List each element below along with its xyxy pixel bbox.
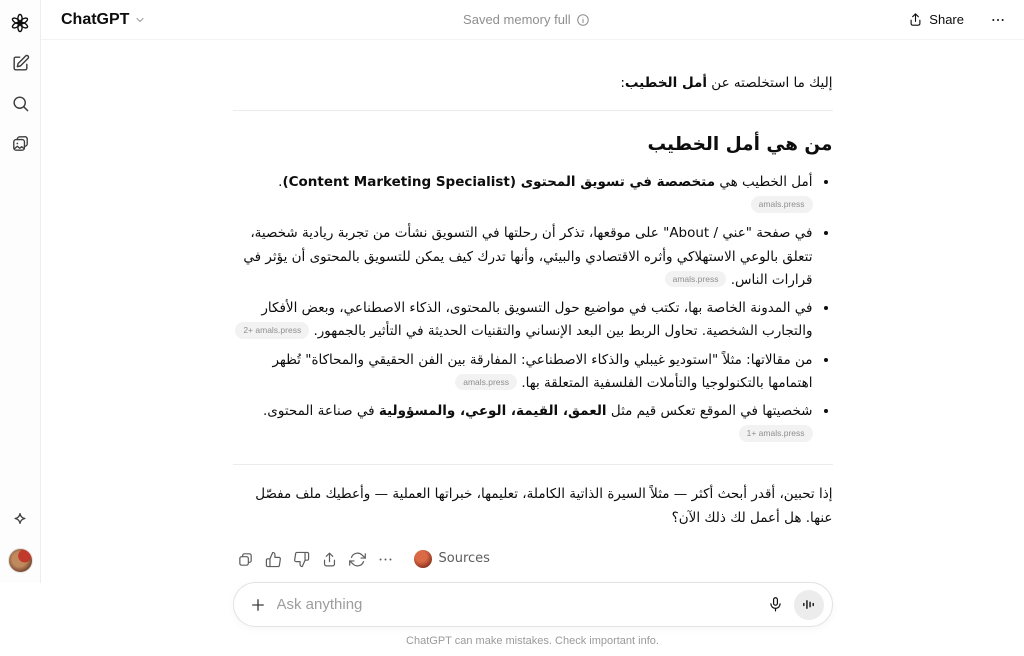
more-actions-icon[interactable] (373, 546, 399, 572)
chat-input[interactable] (277, 596, 757, 613)
bullet-item: • شخصيتها في الموقع تعكس قيم مثل العمق، القيمة، الوعي، والمسؤولية في صناعة المحتوى. 1+ amals.press (233, 400, 813, 446)
chat-scroll-area[interactable] (41, 40, 1024, 656)
sources-button[interactable] (409, 544, 500, 574)
chevron-down-icon (134, 14, 146, 26)
share-icon (908, 12, 923, 27)
bullet-item: • في المدونة الخاصة بها، تكتب في مواضيع حول التسويق بالمحتوى، الذكاء الاصطناعي، وبعض الأفكار والتجارب الشخصية. تحاول الربط بين البعد الإنساني والتقنيات الحديثة في التأثير بالجمهور. 2+ amals.press (233, 297, 813, 343)
source-badge[interactable]: amals.press (455, 374, 517, 391)
bullet-list (233, 171, 833, 446)
message-heading: من هي أمل الخطيب (647, 134, 833, 156)
bullet-item: • أمل الخطيب هي متخصصة في تسويق المحتوى (Content Marketing Specialist). amals.press (233, 171, 813, 217)
memory-notice-label: Saved memory full (463, 12, 571, 27)
share-label: Share (929, 12, 964, 27)
disclaimer-text: ChatGPT can make mistakes. Check important info. (406, 635, 659, 648)
search-icon[interactable] (8, 91, 32, 115)
source-badge[interactable]: 1+ amals.press (739, 425, 813, 442)
thumbs-down-icon[interactable] (289, 546, 315, 572)
library-icon[interactable] (8, 131, 32, 155)
source-badge[interactable]: amals.press (665, 271, 727, 288)
topbar-right (900, 7, 1010, 32)
user-avatar[interactable] (8, 548, 33, 573)
sidebar-rail (0, 0, 41, 583)
composer-area (41, 574, 1024, 656)
divider (233, 464, 833, 465)
main-area (41, 0, 1024, 648)
copy-icon[interactable] (233, 546, 259, 572)
regenerate-icon[interactable] (345, 546, 371, 572)
memory-notice[interactable] (152, 12, 900, 27)
source-favicon (414, 550, 432, 568)
voice-mode-button[interactable] (794, 590, 824, 620)
share-response-icon[interactable] (317, 546, 343, 572)
composer[interactable] (233, 582, 833, 627)
source-badge[interactable]: 2+ amals.press (235, 322, 309, 339)
assistant-message (233, 40, 833, 574)
intro-line: إليك ما استخلصته عن أمل الخطيب: (620, 75, 833, 91)
info-icon[interactable] (576, 13, 590, 27)
sources-label: Sources (438, 550, 490, 566)
sparkle-icon[interactable] (8, 508, 32, 532)
attach-plus-icon[interactable] (249, 596, 267, 614)
more-options-icon[interactable] (986, 8, 1010, 32)
bullet-item: • في صفحة "عني / About" على موقعها، تذكر أن رحلتها في التسويق نشأت من تجربة ريادية شخصية، تتعلق بالوعي الاستهلاكي وأثره الاقتصادي والبيئي، وأنها تدرك كيف يمكن للتسويق بالمحتوى أن يؤثر في قرارات الناس. amals.press (233, 222, 813, 292)
share-button[interactable] (900, 7, 972, 32)
source-badge[interactable]: amals.press (751, 196, 813, 213)
divider (233, 110, 833, 111)
closing-paragraph: إذا تحبين، أقدر أبحث أكثر — مثلاً السيرة الذاتية الكاملة، تعليمها، خبراتها العملية — وأعطيك ملف مفصّل عنها. هل أعمل لك ذلك الآن؟ (255, 486, 833, 526)
bullet-item: • من مقالاتها: مثلاً "استوديو غيبلي والذكاء الاصطناعي: المفارقة بين الفن الحقيقي والمحاكاة" تُظهر اهتمامها بالتكنولوجيا والتأملات الفلسفية المتعلقة بها. amals.press (233, 349, 813, 395)
chatgpt-logo-icon (8, 11, 32, 35)
thumbs-up-icon[interactable] (261, 546, 287, 572)
top-bar (41, 0, 1024, 40)
microphone-icon[interactable] (767, 596, 784, 613)
new-chat-icon[interactable] (8, 51, 32, 75)
model-selector[interactable] (55, 7, 152, 33)
waveform-icon (801, 597, 816, 612)
message-actions (233, 544, 833, 574)
app-title: ChatGPT (61, 10, 130, 28)
